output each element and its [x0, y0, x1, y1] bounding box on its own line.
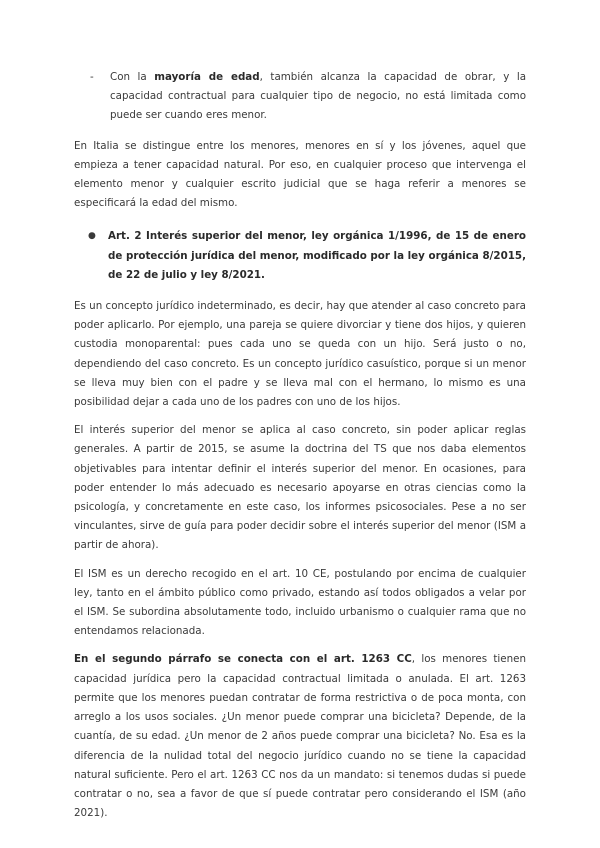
paragraph-italia: En Italia se distingue entre los menores, menores en sí y los jóvenes, aquel que empieza a tener capacidad natural. Por eso, en cualquier proceso que intervenga el elemento menor y cualquier escrito judicial que se haga referir a menores se especificará la edad del mismo.: [74, 139, 526, 210]
dash-list-item: [74, 68, 526, 126]
dash-item-post: , también alcanza la capacidad de obrar, y la capacidad contractual para cualquier tipo de negocio, no está limitada como puede ser cuando eres menor.: [110, 71, 527, 122]
bullet-item-text: Art. 2 Interés superior del menor, ley orgánica 1/1996, de 15 de enero de protección jurídica del menor, modificado por la ley orgánica 8/2015, de 22 de julio y ley 8/2021.: [108, 230, 526, 281]
dash-item-bold: mayoría de edad: [154, 71, 260, 83]
paragraph-art-1263-rest: , los menores tienen capacidad jurídica pero la capacidad contractual limitada o anulada. El art. 1263 permite que los menores puedan contratar de forma restrictiva o de poca monta, con arreglo a los usos sociales. ¿Un menor puede comprar una bicicleta? Depende, de la cuantía, de su edad. ¿Un menor de 2 años puede comprar una bicicleta? No. Esa es la diferencia de la nulidad total del negocio jurídico cuando no se tiene la capacidad natural suficiente. Pero el art. 1263 CC nos da un mandato: si tenemos dudas si puede contratar o no, sea a favor de que sí puede contratar pero considerando el ISM (año 2021).: [74, 653, 526, 820]
dash-marker: -: [90, 71, 94, 83]
bullet-marker: ●: [88, 231, 96, 242]
dash-item-pre: Con la: [110, 71, 155, 83]
paragraph-concepto-juridico: Es un concepto jurídico indeterminado, es decir, hay que atender al caso concreto para poder aplicarlo. Por ejemplo, una pareja se quiere divorciar y tiene dos hijos, y quieren custodia monoparental: pues cada uno se queda con un hijo. Será justo o no, dependiendo del caso concreto. Es un concepto jurídico casuístico, porque si un menor se lleva muy bien con el padre y se lleva mal con el hermano, lo mismo es una posibilidad dejar a cada uno de los padres con uno de los hijos.: [74, 300, 526, 409]
paragraph-ism-art-10: El ISM es un derecho recogido en el art. 10 CE, postulando por encima de cualquier ley, tanto en el ámbito público como privado, estando así todos obligados a velar por el ISM. Se subordina absolutamente todo, incluido urbanismo o cualquier rama que no entendamos relacionada.: [74, 567, 526, 638]
paragraph-art-1263: [74, 650, 526, 823]
dash-item-text: [110, 71, 526, 121]
bullet-list-item: [74, 227, 526, 285]
document-body: [74, 68, 526, 832]
paragraph-art-1263-bold: En el segundo párrafo se conecta con el art. 1263 CC: [74, 653, 412, 666]
paragraph-interes-superior: El interés superior del menor se aplica al caso concreto, sin poder aplicar reglas generales. A partir de 2015, se asume la doctrina del TS que nos daba elementos objetivables para intentar definir el interés superior del menor. En ocasiones, para poder entender lo más adecuado es necesario apoyarse en otras ciencias como la psicología, y concretamente en este caso, los informes psicosociales. Pese a no ser vinculantes, sirve de guía para poder decidir sobre el interés superior del menor (ISM a partir de ahora).: [74, 424, 526, 552]
